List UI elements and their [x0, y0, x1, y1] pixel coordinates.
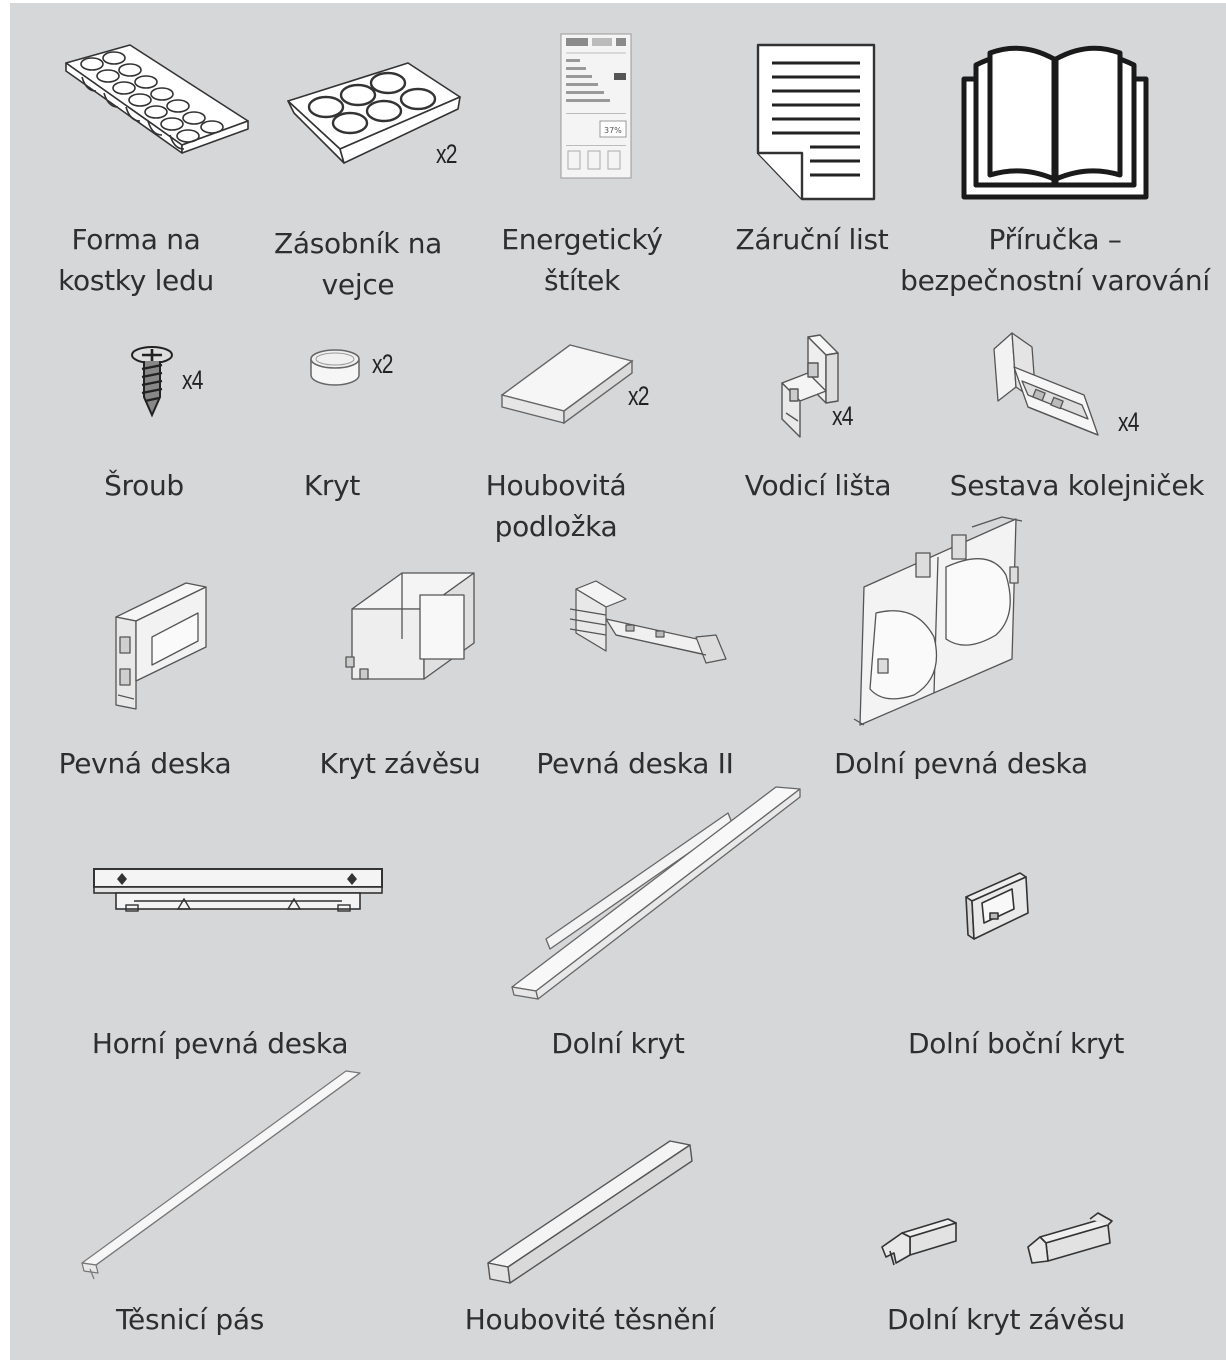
sponge-seal-icon [484, 1135, 700, 1287]
rail-assembly-icon [988, 329, 1112, 441]
fixed-plate-icon [106, 577, 216, 713]
warranty-label: Záruční list [735, 223, 889, 256]
lower-cover-label: Dolní kryt [551, 1027, 685, 1060]
seal-strip-icon [76, 1065, 366, 1285]
upper-fixed-plate-icon [90, 863, 386, 919]
screw-label: Šroub [104, 469, 184, 502]
sponge-pad-icon [498, 341, 638, 427]
screw-quantity: x4 [182, 365, 203, 395]
open-book-icon [960, 39, 1150, 203]
rail-assembly-label: Sestava kolejniček [949, 469, 1205, 502]
fixed-plate-ii-label: Pevná deska II [536, 747, 734, 780]
upper-fixed-plate-label: Horní pevná deska [91, 1027, 349, 1060]
ice-cube-tray-icon [62, 41, 252, 171]
hinge-cover-icon [332, 569, 482, 689]
warranty-document-icon [754, 43, 878, 203]
lower-cover-icon [506, 777, 806, 1003]
egg-tray-quantity: x2 [436, 139, 457, 169]
round-cap-icon [308, 347, 362, 389]
energy-label-icon [560, 33, 632, 179]
screw-icon [128, 345, 178, 419]
cover-label: Kryt [303, 469, 361, 502]
lower-side-cover-label: Dolní boční kryt [907, 1027, 1125, 1060]
rail-assembly-quantity: x4 [1118, 407, 1139, 437]
lower-hinge-cover-label: Dolní kryt závěsu [887, 1303, 1125, 1336]
fixed-plate-ii-icon [566, 579, 730, 669]
energy-label-label: Energetický štítek [501, 223, 663, 297]
seal-strip-label: Těsnicí pás [116, 1303, 264, 1336]
lower-fixed-plate-label: Dolní pevná deska [834, 747, 1088, 780]
cover-quantity: x2 [372, 349, 393, 379]
lower-fixed-plate-icon [842, 513, 1022, 729]
fixed-plate-label: Pevná deska [58, 747, 232, 780]
accessories-panel [10, 3, 1226, 1360]
guide-rail-quantity: x4 [832, 401, 853, 431]
hinge-cover-label: Kryt závěsu [319, 747, 481, 780]
sponge-pad-quantity: x2 [628, 381, 649, 411]
ice-tray-label: Forma na kostky ledu [58, 223, 214, 297]
sponge-seal-label: Houbovité těsnění [464, 1303, 716, 1336]
guide-rail-label: Vodicí lišta [744, 469, 892, 502]
egg-tray-label: Zásobník na vejce [273, 227, 443, 301]
lower-hinge-cover-icon [876, 1213, 1116, 1277]
energy-label-class-text: 37% [604, 126, 622, 135]
sponge-pad-label: Houbovitá podložka [485, 469, 627, 543]
lower-side-cover-icon [958, 869, 1032, 943]
manual-label: Příručka – bezpečnostní varování [900, 223, 1210, 297]
